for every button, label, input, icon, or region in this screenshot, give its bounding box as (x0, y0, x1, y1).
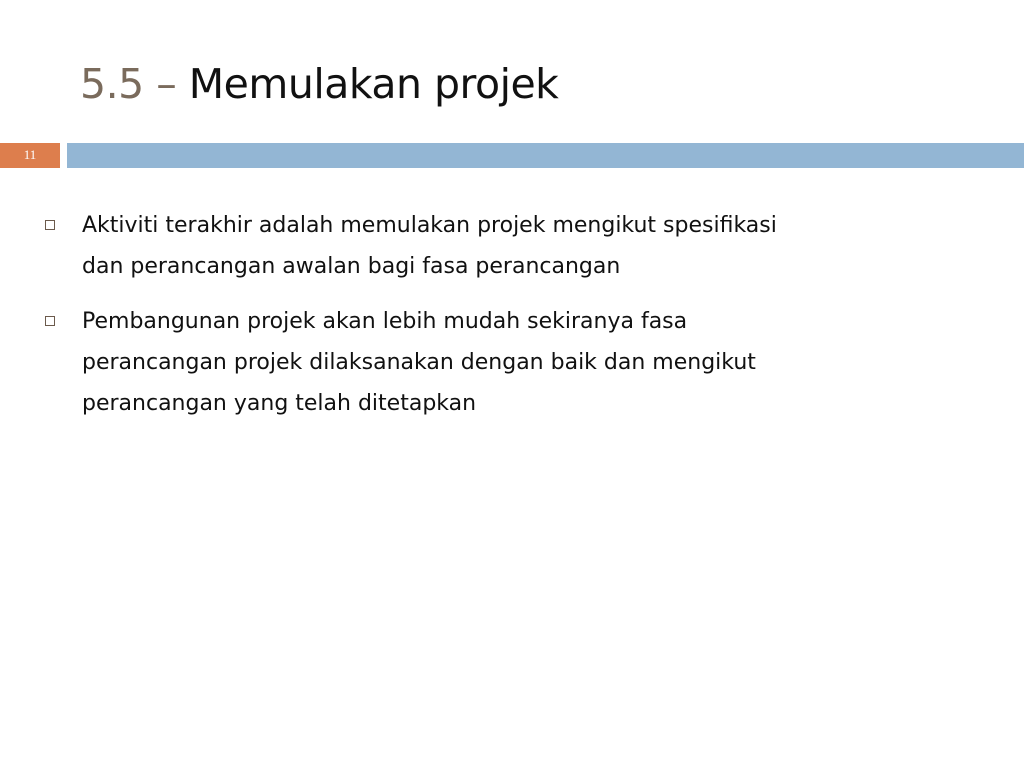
title-section-number: 5.5 – (80, 60, 177, 108)
header-accent-bar (67, 143, 1024, 168)
title-text: Memulakan projek (188, 60, 559, 108)
square-outline-bullet-icon (45, 220, 55, 230)
bullet-line: Pembangunan projek akan lebih mudah sekiranya fasa (82, 309, 688, 334)
slide-title (80, 56, 558, 112)
bullet-line: dan perancangan awalan bagi fasa perancangan (82, 254, 621, 279)
bullet-item (44, 301, 964, 424)
bullet-list (44, 205, 964, 438)
bullet-line: Aktiviti terakhir adalah memulakan projek mengikut spesifikasi (82, 213, 777, 238)
bullet-line: perancangan projek dilaksanakan dengan baik dan mengikut (82, 350, 756, 375)
square-outline-bullet-icon (45, 316, 55, 326)
page-number-box (0, 143, 60, 168)
bullet-item (44, 205, 964, 287)
page-number: 11 (23, 147, 37, 162)
bullet-line: perancangan yang telah ditetapkan (82, 391, 477, 416)
